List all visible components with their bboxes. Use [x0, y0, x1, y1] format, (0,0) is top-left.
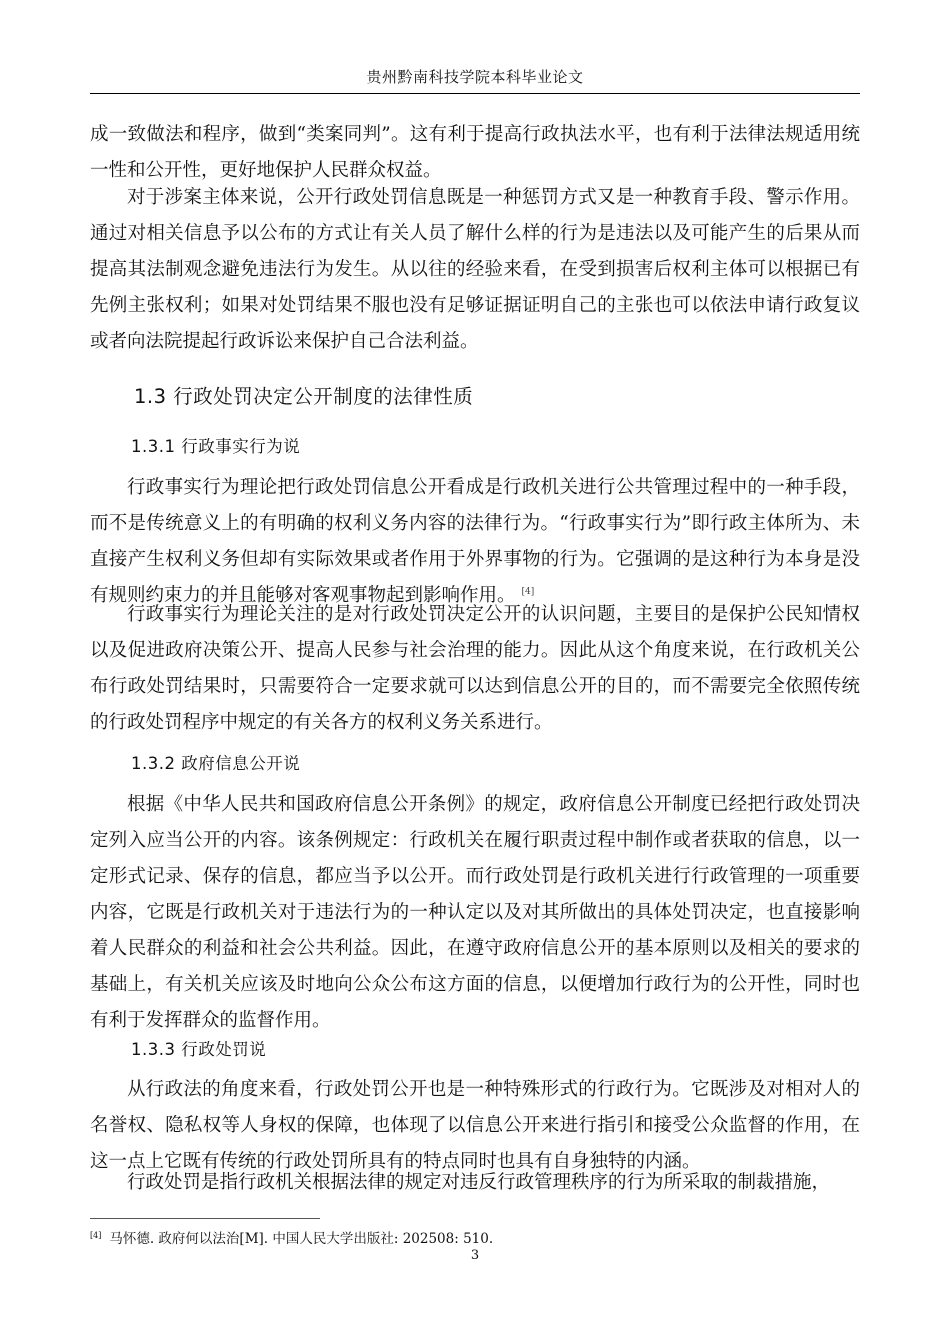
- paragraph-gov-info: 根据《中华人民共和国政府信息公开条例》的规定，政府信息公开制度已经把行政处罚决定列入应当公开的内容。该条例规定：行政机关在履行职责过程中制作或者获取的信息，以一定形式记录、保存的信息，都应当予以公开。而行政处罚是行政机关进行行政管理的一项重要内容，它既是行政机关对于违法行为的一种认定以及对其所做出的具体处罚决定，也直接影响着人民群众的利益和社会公共利益。因此，在遵守政府信息公开的基本原则以及相关的要求的基础上，有关机关应该及时地向公众公布这方面的信息，以便增加行政行为的公开性，同时也有利于发挥群众的监督作用。: [90, 794, 860, 1031]
- subsection-heading-1-3-3: 1.3.3 行政处罚说: [131, 1040, 267, 1059]
- subsection-heading-1-3-2: 1.3.2 政府信息公开说: [131, 754, 301, 773]
- footnote-text: 马怀德. 政府何以法治[M]. 中国人民大学出版社: 202508: 510.: [109, 1231, 494, 1247]
- paragraph-penalty-2: 行政处罚是指行政机关根据法律的规定对违反行政管理秩序的行为所采取的制裁措施，: [127, 1172, 831, 1193]
- paragraph-fact-act-2: 行政事实行为理论关注的是对行政处罚决定公开的认识问题，主要目的是保护公民知情权以及促进政府决策公开、提高人民参与社会治理的能力。因此从这个角度来说，在行政机关公布行政处罚结果时，只需要符合一定要求就可以达到信息公开的目的，而不需要完全依照传统的行政处罚程序中规定的有关各方的权利义务关系进行。: [90, 604, 860, 733]
- citation-ref[interactable]: [4]: [521, 586, 535, 597]
- footnote: [90, 1227, 493, 1247]
- section-heading-1-3: 1.3 行政处罚决定公开制度的法律性质: [134, 385, 474, 408]
- footnote-rule: [90, 1218, 320, 1219]
- footnote-mark: [4]: [90, 1230, 102, 1240]
- paragraph-penalty-1: 从行政法的角度来看，行政处罚公开也是一种特殊形式的行政行为。它既涉及对相对人的名誉权、隐私权等人身权的保障，也体现了以信息公开来进行指引和接受公众监督的作用，在这一点上它既有传统的行政处罚所具有的特点同时也具有自身独特的内涵。: [90, 1079, 860, 1172]
- page-number: 3: [470, 1248, 480, 1263]
- paragraph-fact-act-1: [90, 470, 860, 614]
- paragraph-fact-act-1-text: 行政事实行为理论把行政处罚信息公开看成是行政机关进行公共管理过程中的一种手段，而不是传统意义上的有明确的权利义务内容的法律行为。“行政事实行为”即行政主体所为、未直接产生权利义务但却有实际效果或者作用于外界事物的行为。它强调的是这种行为本身是没有规则约束力的并且能够对客观事物起到影响作用。: [90, 477, 860, 606]
- header-title: 贵州黔南科技学院本科毕业论文: [366, 68, 584, 86]
- paragraph-parties: 对于涉案主体来说，公开行政处罚信息既是一种惩罚方式又是一种教育手段、警示作用。通过对相关信息予以公布的方式让有关人员了解什么样的行为是违法以及可能产生的后果从而提高其法制观念避免违法行为发生。从以往的经验来看，在受到损害后权利主体可以根据已有先例主张权利；如果对处罚结果不服也没有足够证据证明自己的主张也可以依法申请行政复议或者向法院提起行政诉讼来保护自己合法利益。: [90, 187, 860, 352]
- subsection-heading-1-3-1: 1.3.1 行政事实行为说: [131, 437, 301, 456]
- paragraph-continued: 成一致做法和程序，做到“类案同判”。这有利于提高行政执法水平，也有利于法律法规适用统一性和公开性，更好地保护人民群众权益。: [90, 124, 860, 181]
- header-rule: [90, 93, 860, 94]
